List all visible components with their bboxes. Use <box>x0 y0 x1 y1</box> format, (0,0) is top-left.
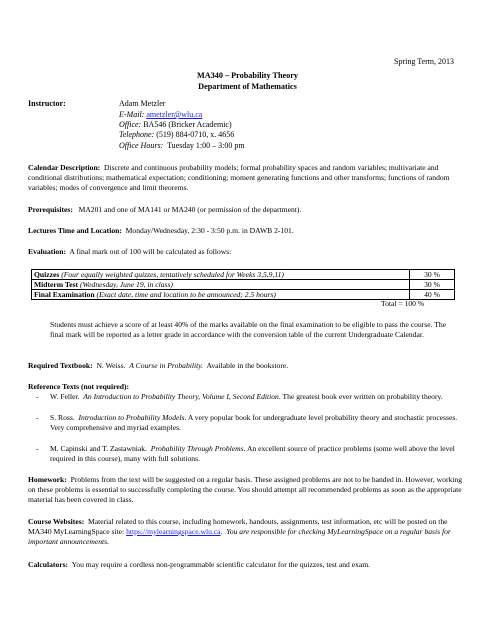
term-label: Spring Term, 2013 <box>394 57 454 66</box>
websites-note: You are responsible for checking MyLearningSpace on a regular basis for important announcements. <box>28 527 451 546</box>
phone-label: Telephone: <box>119 130 155 139</box>
ref-text: . The greatest book ever written on probability theory. <box>278 392 443 401</box>
websites-text: Material related to this course, including homework, handouts, assignments, test information, etc will be posted on the MA340 MyLearningSpace site: <box>28 517 448 536</box>
instructor-email-line <box>119 110 202 120</box>
row-percent: 40 % <box>410 290 455 300</box>
homework <box>28 475 468 505</box>
calculators-text: You may require a cordless non-programmable scientific calculator for the quizzes, test and exam. <box>71 560 371 569</box>
email-link[interactable]: ametzler@wlu.ca <box>146 110 203 119</box>
instructor-name: Adam Metzler <box>119 99 166 108</box>
row-detail: (Four equally weighted quizzes, tentatively scheduled for Weeks 3,5,9,11) <box>61 270 284 279</box>
textbook-author: N. Weiss. <box>96 361 126 370</box>
final-exam-note: Students must achieve a score of at least 40% of the marks available on the final examination to be eligible to pass the course. The final mark will be reported as a letter grade in accordance with the conversion table of the current Undergraduate Calendar. <box>50 320 447 339</box>
total-line: Total = 100 % <box>381 299 425 308</box>
table-cell <box>32 290 410 300</box>
ref-author: S. Ross. <box>50 413 75 422</box>
evaluation-label: Evaluation: <box>28 247 66 256</box>
phone-value: (519) 884-0710, x. 4656 <box>156 130 235 139</box>
department-title: Department of Mathematics <box>198 82 297 91</box>
course-websites: Course Websites: Material related to this course, including homework, handouts, assignments, test information, etc will be posted on the MA340 MyLearningSpace site: https://mylearningspace.wlu.ca. You are responsible for checking MyLearningSpace on a regular basis for important announcements. <box>28 517 451 546</box>
prereq-label: Prerequisites: <box>28 205 73 214</box>
lectures-text: Monday/Wednesday, 2:30 - 3:50 p.m. in DAWB 2-101. <box>125 226 294 235</box>
ref-title: Introduction to Probability Models <box>78 413 185 422</box>
course-title: MA340 – Probability Theory <box>197 71 298 80</box>
evaluation <box>28 247 468 257</box>
lectures <box>28 226 468 236</box>
calendar-label: Calendar Description: <box>28 163 101 172</box>
row-detail: (Wednesday, June 19, in class) <box>80 280 173 289</box>
textbook <box>28 361 468 371</box>
ref-title: An Introduction to Probability Theory, Volume I, Second Edition <box>83 392 279 401</box>
list-item: - W. Feller. An Introduction to Probability Theory, Volume I, Second Edition. The greatest book ever written on probability theory. <box>36 392 443 401</box>
office-value: BA546 (Bricker Academic) <box>143 120 232 129</box>
row-name: Quizzes <box>34 270 60 279</box>
websites-label: Course Websites: <box>28 517 85 526</box>
prerequisites <box>28 205 468 215</box>
homework-label: Homework: <box>28 475 67 484</box>
lectures-label: Lectures Time and Location: <box>28 226 122 235</box>
row-name: Final Examination <box>34 290 95 299</box>
ref-text: . An excellent source of practice problems (some well above the level required in this course), many with full solutions. <box>50 444 455 463</box>
row-percent: 30 % <box>410 270 455 280</box>
references-label: Reference Texts (not required): <box>28 382 130 391</box>
row-percent: 30 % <box>410 280 455 290</box>
calendar-description <box>28 163 468 193</box>
ref-text: . A very popular book for undergraduate level probability theory and stochastic processes. Very comprehensive and myriad examples. <box>50 413 458 432</box>
table-row <box>32 280 455 290</box>
instructor-phone-line <box>119 130 234 140</box>
calculators-label: Calculators: <box>28 560 69 569</box>
email-label: E-Mail: <box>119 110 145 119</box>
textbook-title: A Course in Probability. <box>129 361 204 370</box>
calendar-text: Discrete and continuous probability models; formal probability spaces and random variables; multivariate and conditional distributions; mathematical expectation; conditioning; moment generating functions and other transforms; functions of random variables; modes of convergence and limit theorems. <box>28 163 450 192</box>
instructor-office-line <box>119 120 232 130</box>
evaluation-text: A final mark out of 100 will be calculated as follows: <box>69 247 232 256</box>
row-detail: (Exact date, time and location to be announced; 2.5 hours) <box>96 290 276 299</box>
table-cell <box>32 280 410 290</box>
textbook-label: Required Textbook: <box>28 361 93 370</box>
prereq-text: MA201 and one of MA141 or MA240 (or permission of the department). <box>78 205 302 214</box>
list-item: - S. Ross. Introduction to Probability Models. A very popular book for undergraduate level probability theory and stochastic processes. Very comprehensive and myriad examples. <box>36 413 458 432</box>
textbook-text: Available in the bookstore. <box>206 361 289 370</box>
ref-author: M. Capinski and T. Zastawniak. <box>50 444 147 453</box>
instructor-label: Instructor: <box>28 99 66 108</box>
hours-label: Office Hours: <box>119 141 164 150</box>
table-row <box>32 290 455 300</box>
table-cell <box>32 270 410 280</box>
instructor-hours-line <box>119 141 245 151</box>
table-row <box>32 270 455 280</box>
mylearningspace-link[interactable]: https://mylearningspace.wlu.ca <box>126 527 221 536</box>
hours-value: Tuesday 1:00 – 3:00 pm <box>167 141 245 150</box>
office-label: Office: <box>119 120 142 129</box>
homework-text: Problems from the text will be suggested on a regular basis. These assigned problems are not to be handed in. However, working on these problems is essential to successfully completing the course. You should attempt all recommended problems as soon as the appropriate material has been covered in class. <box>28 475 462 504</box>
ref-author: W. Feller. <box>50 392 80 401</box>
row-name: Midterm Test <box>34 280 79 289</box>
list-item: - M. Capinski and T. Zastawniak. Probability Through Problems. An excellent source of practice problems (some well above the level required in this course), many with full solutions. <box>36 444 455 463</box>
evaluation-table <box>31 269 455 300</box>
calculators <box>28 560 468 570</box>
ref-title: Probability Through Problems <box>150 444 244 453</box>
